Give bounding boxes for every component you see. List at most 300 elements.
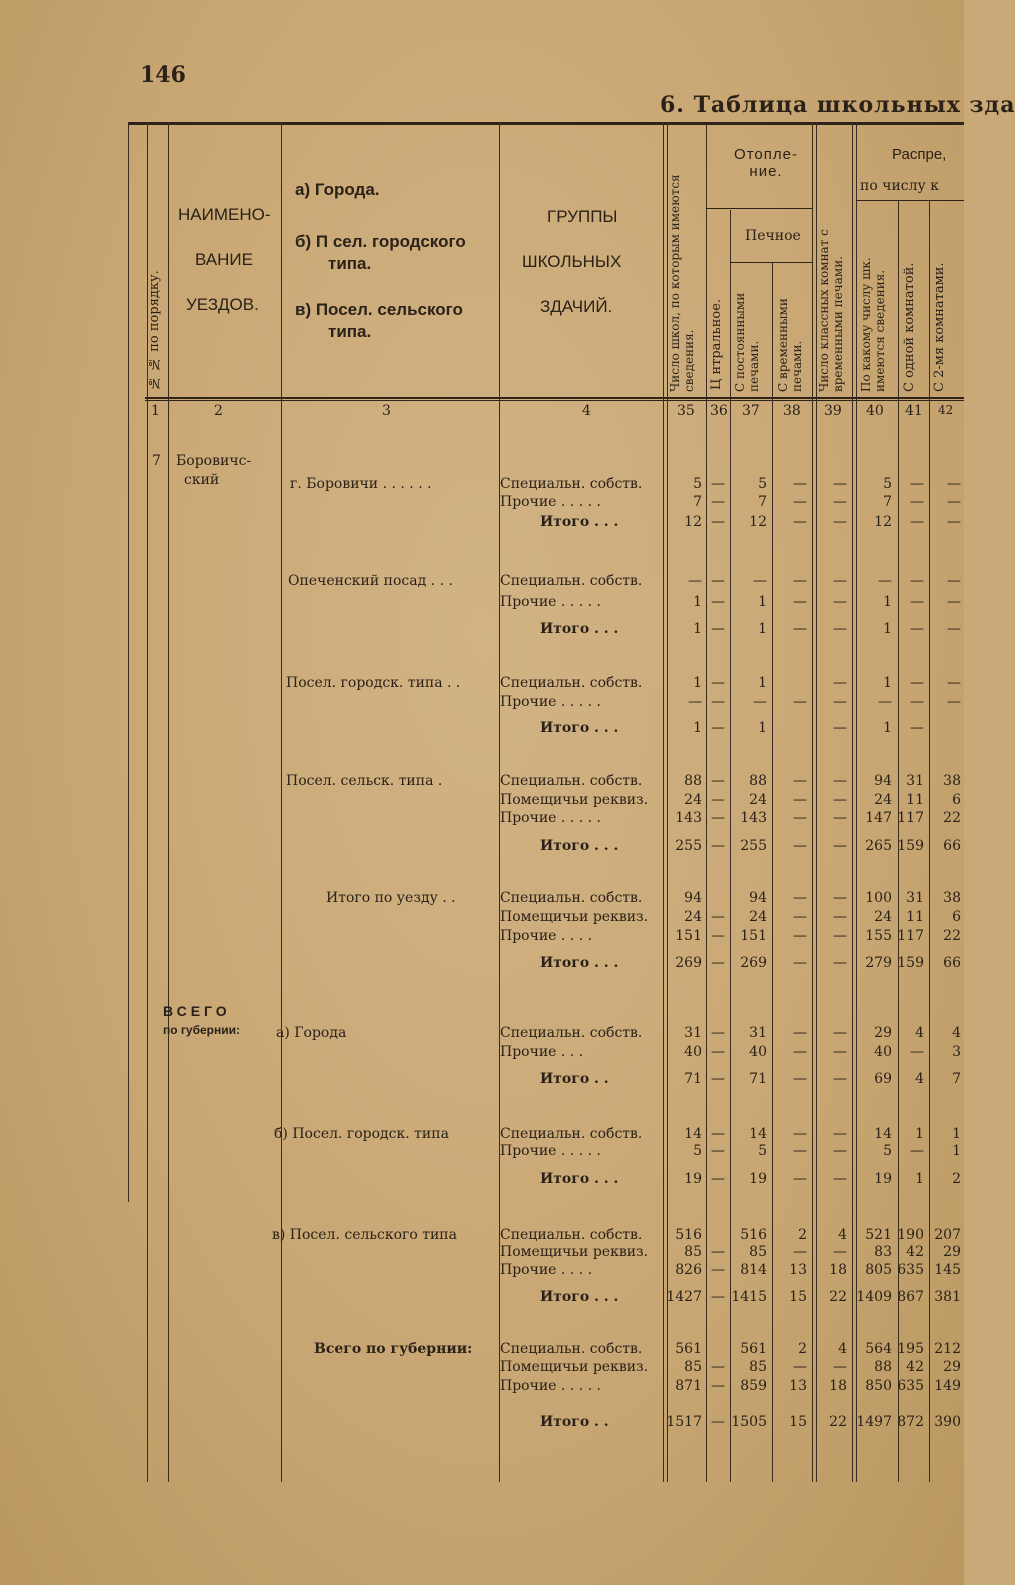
cell-value: 15 <box>789 1289 807 1305</box>
cell-value: — <box>711 675 725 691</box>
cell-value: 1497 <box>856 1414 892 1430</box>
cell-value: 88 <box>684 773 702 789</box>
cell-value: — <box>878 694 892 710</box>
cell-value: — <box>947 573 961 589</box>
cell-value: — <box>833 909 847 925</box>
cell-value: — <box>793 1171 807 1187</box>
cell-value: — <box>711 1025 725 1041</box>
cell-value: 4 <box>952 1025 961 1041</box>
cell-value: 390 <box>934 1414 961 1430</box>
cell-value: 24 <box>749 792 767 808</box>
cell-value: 1 <box>883 720 892 736</box>
cell-value: 22 <box>943 928 961 944</box>
cell-value: 190 <box>897 1227 924 1243</box>
cell-value: 5 <box>693 1143 702 1159</box>
building-group-label: Итого . . . <box>540 838 619 854</box>
cell-value: 1 <box>693 621 702 637</box>
cell-value: 151 <box>675 928 702 944</box>
header-col3-line2: б) П сел. городского <box>295 232 466 251</box>
cell-value: 29 <box>943 1359 961 1375</box>
building-group-label: Специальн. собств. <box>500 476 643 492</box>
cell-value: 212 <box>934 1341 961 1357</box>
cell-value: 31 <box>749 1025 767 1041</box>
cell-value: — <box>711 476 725 492</box>
cell-value: 151 <box>740 928 767 944</box>
building-group-label: Прочие . . . . . <box>500 494 601 510</box>
cell-value: — <box>793 909 807 925</box>
cell-value: 13 <box>789 1378 807 1394</box>
cell-value: 516 <box>675 1227 702 1243</box>
cell-value: 38 <box>943 773 961 789</box>
cell-value: 29 <box>874 1025 892 1041</box>
col-line-12 <box>929 200 930 1482</box>
cell-value: — <box>833 838 847 854</box>
cell-value: 279 <box>865 955 892 971</box>
cell-value: — <box>711 573 725 589</box>
colnum-38: 38 <box>783 403 801 419</box>
cell-value: 24 <box>749 909 767 925</box>
cell-value: 381 <box>934 1289 961 1305</box>
building-group-label: Прочие . . . . . <box>500 1143 601 1159</box>
col-line-9 <box>812 122 813 1482</box>
cell-value: 159 <box>897 955 924 971</box>
cell-value: — <box>793 621 807 637</box>
cell-value: 31 <box>906 773 924 789</box>
cell-value: — <box>793 890 807 906</box>
building-group-label: Итого . . . <box>540 720 619 736</box>
cell-value: — <box>947 621 961 637</box>
cell-value: 94 <box>684 890 702 906</box>
cell-value: 826 <box>675 1262 702 1278</box>
building-group-label: Помещичьи реквиз. <box>500 909 649 925</box>
colnum-37: 37 <box>742 403 760 419</box>
cell-value: 5 <box>758 476 767 492</box>
col-line-10b <box>856 122 857 1482</box>
cell-value: 5 <box>758 1143 767 1159</box>
header-c36: Ц нтральное. <box>709 298 724 390</box>
cell-value: — <box>711 621 725 637</box>
cell-value: 867 <box>897 1289 924 1305</box>
cell-value: 1 <box>883 621 892 637</box>
header-col2-line3: УЕЗДОВ. <box>186 295 259 314</box>
cell-value: 1 <box>758 594 767 610</box>
cell-value: — <box>833 773 847 789</box>
cell-value: 117 <box>897 810 924 826</box>
cell-value: 12 <box>684 514 702 530</box>
header-heating: Отопле- ние. <box>734 146 798 180</box>
colnum-36: 36 <box>710 403 728 419</box>
cell-value: — <box>833 1244 847 1260</box>
cell-value: — <box>833 890 847 906</box>
cell-value: 88 <box>874 1359 892 1375</box>
cell-value: 871 <box>675 1378 702 1394</box>
cell-value: — <box>833 1025 847 1041</box>
header-col2-line2: ВАНИЕ <box>195 250 253 269</box>
cell-value: — <box>711 1244 725 1260</box>
cell-value: — <box>910 494 924 510</box>
cell-value: — <box>688 573 702 589</box>
cell-value: 12 <box>874 514 892 530</box>
header-col1: № № по порядку. <box>147 270 162 390</box>
cell-value: 18 <box>829 1262 847 1278</box>
cell-value: 94 <box>874 773 892 789</box>
cell-value: — <box>833 621 847 637</box>
cell-value: — <box>711 694 725 710</box>
cell-value: — <box>711 810 725 826</box>
cell-value: — <box>711 494 725 510</box>
cell-value: 269 <box>675 955 702 971</box>
building-group-label: Специальн. собств. <box>500 573 643 589</box>
cell-value: — <box>711 955 725 971</box>
colnum-3: 3 <box>382 403 391 419</box>
cell-value: 2 <box>798 1341 807 1357</box>
cell-value: — <box>833 810 847 826</box>
cell-value: 1409 <box>856 1289 892 1305</box>
header-col3-line3: типа. <box>328 254 372 273</box>
cell-value: 4 <box>915 1071 924 1087</box>
cell-value: — <box>833 476 847 492</box>
header-c37: С постоянными печами. <box>733 292 761 392</box>
cell-value: 11 <box>906 792 924 808</box>
cell-value: — <box>711 1071 725 1087</box>
cell-value: 561 <box>675 1341 702 1357</box>
cell-value: — <box>793 810 807 826</box>
table-title: 6. Таблица школьных зда <box>660 92 1015 118</box>
cell-value: 1 <box>915 1171 924 1187</box>
cell-value: 1 <box>758 675 767 691</box>
cell-value: 85 <box>684 1244 702 1260</box>
building-group-label: Итого . . . <box>540 621 619 637</box>
cell-value: 4 <box>838 1341 847 1357</box>
cell-value: — <box>947 494 961 510</box>
cell-value: 88 <box>749 773 767 789</box>
cell-value: — <box>910 1143 924 1159</box>
colnum-39: 39 <box>824 403 842 419</box>
building-group-label: Специальн. собств. <box>500 1025 643 1041</box>
cell-value: — <box>753 573 767 589</box>
cell-value: 7 <box>693 494 702 510</box>
col-line-10 <box>852 122 853 1482</box>
cell-value: 19 <box>749 1171 767 1187</box>
col-line-8 <box>772 262 773 1482</box>
cell-value: — <box>833 573 847 589</box>
cell-value: — <box>947 594 961 610</box>
col-line-3 <box>281 122 282 1482</box>
cell-value: 117 <box>897 928 924 944</box>
cell-value: 4 <box>838 1227 847 1243</box>
cell-value: — <box>688 694 702 710</box>
cell-value: 145 <box>934 1262 961 1278</box>
left-border <box>128 122 129 1202</box>
top-rule <box>128 122 964 125</box>
header-col3-line4: в) Посел. сельского <box>295 300 463 319</box>
cell-value: 94 <box>749 890 767 906</box>
header-c40: По какому числу шк. имеются сведения. <box>859 257 887 392</box>
building-group-label: Специальн. собств. <box>500 1227 643 1243</box>
building-group-label: Специальн. собств. <box>500 773 643 789</box>
cell-value: 1 <box>693 594 702 610</box>
cell-value: 1 <box>915 1126 924 1142</box>
total-label-line2: по губернии: <box>163 1023 240 1037</box>
cell-value: 7 <box>758 494 767 510</box>
cell-value: — <box>793 594 807 610</box>
cell-value: — <box>793 928 807 944</box>
cell-value: — <box>793 1359 807 1375</box>
cell-value: — <box>711 1359 725 1375</box>
cell-value: — <box>910 476 924 492</box>
building-group-label: Прочие . . . <box>500 1044 584 1060</box>
cell-value: — <box>833 1359 847 1375</box>
header-c35: Число школ, по которым имеются сведения. <box>668 174 696 392</box>
building-group-label: Прочие . . . . <box>500 1262 593 1278</box>
cell-value: — <box>711 773 725 789</box>
cell-value: 66 <box>943 838 961 854</box>
colnum-40: 40 <box>866 403 884 419</box>
cell-value: 40 <box>749 1044 767 1060</box>
cell-value: 24 <box>684 792 702 808</box>
cell-value: 22 <box>829 1414 847 1430</box>
cell-value: — <box>833 1071 847 1087</box>
cell-value: 85 <box>749 1244 767 1260</box>
cell-value: — <box>833 955 847 971</box>
cell-value: 5 <box>693 476 702 492</box>
cell-value: 521 <box>865 1227 892 1243</box>
cell-value: 14 <box>749 1126 767 1142</box>
cell-value: — <box>833 1143 847 1159</box>
cell-value: 31 <box>684 1025 702 1041</box>
building-group-label: Прочие . . . . . <box>500 1378 601 1394</box>
cell-value: — <box>793 1126 807 1142</box>
cell-value: — <box>793 773 807 789</box>
cell-value: — <box>833 594 847 610</box>
cell-value: — <box>793 476 807 492</box>
cell-value: 143 <box>740 810 767 826</box>
cell-value: — <box>833 792 847 808</box>
cell-value: — <box>753 694 767 710</box>
header-by-number: по числу к <box>860 178 939 194</box>
building-group-label: Прочие . . . . . <box>500 810 601 826</box>
building-group-label: Специальн. собств. <box>500 675 643 691</box>
cell-value: 635 <box>897 1378 924 1394</box>
header-c39: Число классных комнат с временными печами. <box>817 229 845 392</box>
cell-value: 29 <box>943 1244 961 1260</box>
header-col3-line5: типа. <box>328 322 372 341</box>
cell-value: 24 <box>684 909 702 925</box>
cell-value: — <box>793 514 807 530</box>
cell-value: 40 <box>684 1044 702 1060</box>
building-group-label: Итого . . . <box>540 1289 619 1305</box>
cell-value: — <box>910 621 924 637</box>
cell-value: 66 <box>943 955 961 971</box>
stove-rule <box>730 262 812 263</box>
building-group-label: Итого . . . <box>540 1171 619 1187</box>
cell-value: — <box>793 838 807 854</box>
cell-value: 3 <box>952 1044 961 1060</box>
cell-value: 859 <box>740 1378 767 1394</box>
cell-value: 4 <box>915 1025 924 1041</box>
cell-value: — <box>833 928 847 944</box>
cell-value: — <box>711 909 725 925</box>
cell-value: — <box>793 1071 807 1087</box>
cell-value: — <box>833 494 847 510</box>
cell-value: — <box>711 1378 725 1394</box>
cell-value: 1427 <box>666 1289 702 1305</box>
header-c38: С временными печами. <box>776 298 804 392</box>
cell-value: 561 <box>740 1341 767 1357</box>
settlement-label: Опеченский посад . . . <box>288 573 453 589</box>
cell-value: 1 <box>952 1126 961 1142</box>
cell-value: — <box>793 1025 807 1041</box>
cell-value: 1 <box>758 720 767 736</box>
cell-value: — <box>833 514 847 530</box>
cell-value: 1415 <box>731 1289 767 1305</box>
cell-value: 12 <box>749 514 767 530</box>
cell-value: 147 <box>865 810 892 826</box>
cell-value: 14 <box>684 1126 702 1142</box>
cell-value: — <box>793 694 807 710</box>
cell-value: 265 <box>865 838 892 854</box>
cell-value: 635 <box>897 1262 924 1278</box>
cell-value: 7 <box>883 494 892 510</box>
building-group-label: Помещичьи реквиз. <box>500 792 649 808</box>
header-c41: С одной комнатой. <box>902 262 917 392</box>
cell-value: 143 <box>675 810 702 826</box>
building-group-label: Прочие . . . . . <box>500 694 601 710</box>
cell-value: — <box>910 594 924 610</box>
building-group-label: Прочие . . . . <box>500 928 593 944</box>
building-group-label: Специальн. собств. <box>500 890 643 906</box>
cell-value: — <box>711 720 725 736</box>
header-c42: С 2-мя комнатами. <box>932 262 947 392</box>
cell-value: — <box>833 675 847 691</box>
cell-value: 31 <box>906 890 924 906</box>
building-group-label: Итого . . . <box>540 955 619 971</box>
cell-value: — <box>711 792 725 808</box>
cell-value: 850 <box>865 1378 892 1394</box>
colnum-35: 35 <box>677 403 695 419</box>
cell-value: 1517 <box>666 1414 702 1430</box>
building-group-label: Помещичьи реквиз. <box>500 1359 649 1375</box>
colnum-42: 42 <box>938 403 954 417</box>
cell-value: 13 <box>789 1262 807 1278</box>
cell-value: 22 <box>943 810 961 826</box>
cell-value: 5 <box>883 1143 892 1159</box>
cell-value: 814 <box>740 1262 767 1278</box>
cell-value: — <box>878 573 892 589</box>
cell-value: 85 <box>749 1359 767 1375</box>
cell-value: — <box>947 476 961 492</box>
colnum-2: 2 <box>214 403 223 419</box>
building-group-label: Специальн. собств. <box>500 1126 643 1142</box>
cell-value: 1 <box>693 720 702 736</box>
cell-value: 11 <box>906 909 924 925</box>
cell-value: 149 <box>934 1378 961 1394</box>
cell-value: 42 <box>906 1359 924 1375</box>
cell-value: — <box>833 1126 847 1142</box>
header-col4-line2: ШКОЛЬНЫХ <box>522 252 622 271</box>
colnum-41: 41 <box>905 403 923 419</box>
header-stove: Печное <box>745 228 801 244</box>
header-col2-line1: НАИМЕНО- <box>178 205 271 224</box>
cell-value: 14 <box>874 1126 892 1142</box>
settlement-label: Всего по губернии: <box>314 1341 473 1357</box>
cell-value: 40 <box>874 1044 892 1060</box>
cell-value: 155 <box>865 928 892 944</box>
settlement-label: г. Боровичи . . . . . . <box>290 476 432 492</box>
cell-value: 1 <box>883 675 892 691</box>
cell-value: 5 <box>883 476 892 492</box>
settlement-label: б) Посел. городск. типа <box>274 1126 449 1142</box>
cell-value: — <box>833 1044 847 1060</box>
cell-value: 516 <box>740 1227 767 1243</box>
cell-value: 2 <box>952 1171 961 1187</box>
cell-value: 269 <box>740 955 767 971</box>
cell-value: 805 <box>865 1262 892 1278</box>
district-number: 7 <box>152 453 161 469</box>
cell-value: 564 <box>865 1341 892 1357</box>
cell-value: 42 <box>906 1244 924 1260</box>
cell-value: — <box>793 1044 807 1060</box>
settlement-label: Посел. сельск. типа . <box>286 773 443 789</box>
cell-value: 1 <box>693 675 702 691</box>
settlement-label: в) Посел. сельского типа <box>272 1227 457 1243</box>
cell-value: 6 <box>952 909 961 925</box>
cell-value: 85 <box>684 1359 702 1375</box>
cell-value: — <box>711 1143 725 1159</box>
district-name-line1: Боровичс- <box>176 453 252 469</box>
cell-value: — <box>910 675 924 691</box>
cell-value: — <box>793 955 807 971</box>
cell-value: — <box>711 1414 725 1430</box>
cell-value: — <box>711 1126 725 1142</box>
col-line-5 <box>663 122 664 1482</box>
cell-value: 159 <box>897 838 924 854</box>
cell-value: 18 <box>829 1378 847 1394</box>
cell-value: 69 <box>874 1071 892 1087</box>
cell-value: — <box>711 838 725 854</box>
cell-value: — <box>711 1289 725 1305</box>
cell-value: 19 <box>684 1171 702 1187</box>
cell-value: 872 <box>897 1414 924 1430</box>
cell-value: — <box>711 1171 725 1187</box>
col-line-2 <box>168 122 169 1482</box>
cell-value: 38 <box>943 890 961 906</box>
cell-value: — <box>793 573 807 589</box>
header-rule <box>145 397 964 399</box>
header-col4-line3: ЗДАЧИЙ. <box>540 297 613 316</box>
cell-value: 7 <box>952 1071 961 1087</box>
cell-value: — <box>793 494 807 510</box>
cell-value: 83 <box>874 1244 892 1260</box>
cell-value: 207 <box>934 1227 961 1243</box>
building-group-label: Итого . . . <box>540 514 619 530</box>
cell-value: — <box>833 694 847 710</box>
settlement-label: Посел. городск. типа . . <box>286 675 461 691</box>
cell-value: 24 <box>874 792 892 808</box>
cell-value: — <box>910 573 924 589</box>
cell-value: 2 <box>798 1227 807 1243</box>
settlement-label: а) Города <box>276 1025 347 1041</box>
building-group-label: Итого . . <box>540 1414 609 1430</box>
cell-value: 24 <box>874 909 892 925</box>
total-label-line1: ВСЕГО <box>163 1003 231 1019</box>
cell-value: — <box>947 694 961 710</box>
cell-value: 22 <box>829 1289 847 1305</box>
cell-value: — <box>833 720 847 736</box>
cell-value: 255 <box>675 838 702 854</box>
building-group-label: Прочие . . . . . <box>500 594 601 610</box>
cell-value: — <box>793 1143 807 1159</box>
